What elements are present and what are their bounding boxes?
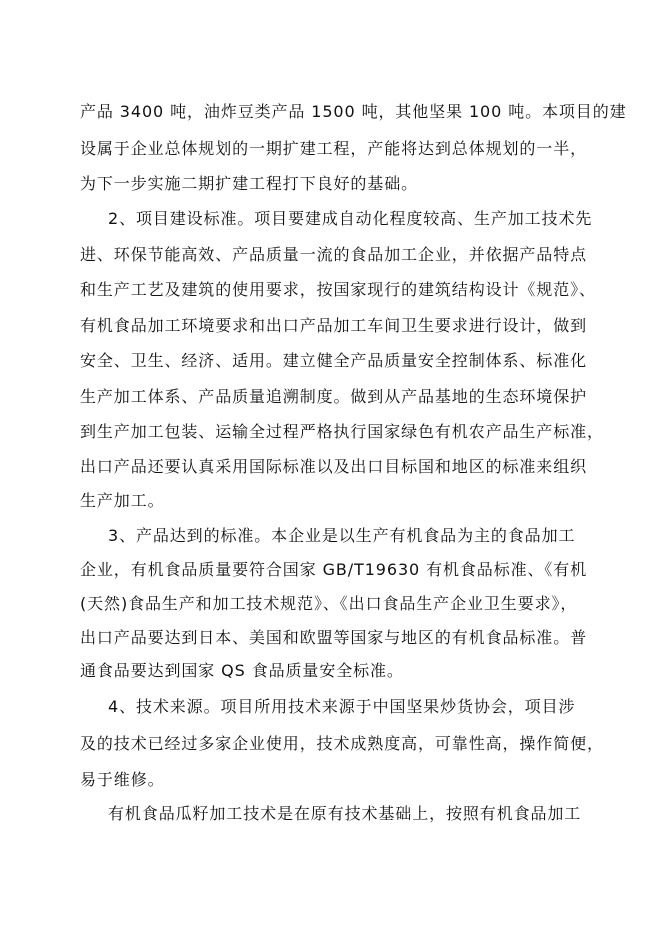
text-line-8: 安全、卫生、经济、适用。建立健全产品质量安全控制体系、标准化 (80, 351, 588, 370)
text-line-10: 到生产加工包装、运输全过程严格执行国家绿色有机农产品生产标准， (80, 422, 604, 441)
text-line-21: 有机食品瓜籽加工技术是在原有技术基础上，按照有机食品加工 (108, 804, 582, 823)
text-line-6: 和生产工艺及建筑的使用要求，按国家现行的建筑结构设计《规范》、 (80, 280, 596, 299)
text-line-20: 易于维修。 (80, 770, 165, 789)
text-line-14: 企业，有机食品质量要符合国家 GB/T19630 有机食品标准、《有机 (80, 560, 588, 579)
text-line-17: 通食品要达到国家 QS 食品质量安全标准。 (80, 661, 404, 680)
text-line-12: 生产加工。 (80, 491, 165, 510)
text-line-5: 进、环保节能高效、产品质量一流的食品加工企业，并依据产品特点 (80, 245, 588, 264)
text-line-4: 2、项目建设标准。项目要建成自动化程度较高、生产加工技术先 (108, 209, 593, 228)
text-line-19: 及的技术已经过多家企业使用，技术成熟度高，可靠性高，操作简便， (80, 734, 604, 753)
text-line-7: 有机食品加工环境要求和出口产品加工车间卫生要求进行设计，做到 (80, 316, 588, 335)
text-line-2: 设属于企业总体规划的一期扩建工程，产能将达到总体规划的一半， (80, 139, 588, 158)
text-line-13: 3、产品达到的标准。本企业是以生产有机食品为主的食品加工 (108, 526, 576, 545)
text-line-9: 生产加工体系、产品质量追溯制度。做到从产品基地的生态环境保护 (80, 387, 588, 406)
text-line-18: 4、技术来源。项目所用技术来源于中国坚果炒货协会，项目涉 (108, 697, 576, 716)
text-line-3: 为下一步实施二期扩建工程打下良好的基础。 (80, 174, 419, 193)
text-line-11: 出口产品还要认真采用国际标准以及出口目标国和地区的标准来组织 (80, 457, 588, 476)
text-line-15: (天然)食品生产和加工技术规范》、《出口食品生产企业卫生要求》， (80, 594, 578, 613)
text-line-16: 出口产品要达到日本、美国和欧盟等国家与地区的有机食品标准。普 (80, 628, 588, 647)
text-line-1: 产品 3400 吨，油炸豆类产品 1500 吨，其他坚果 100 吨。本项目的建 (80, 102, 627, 121)
